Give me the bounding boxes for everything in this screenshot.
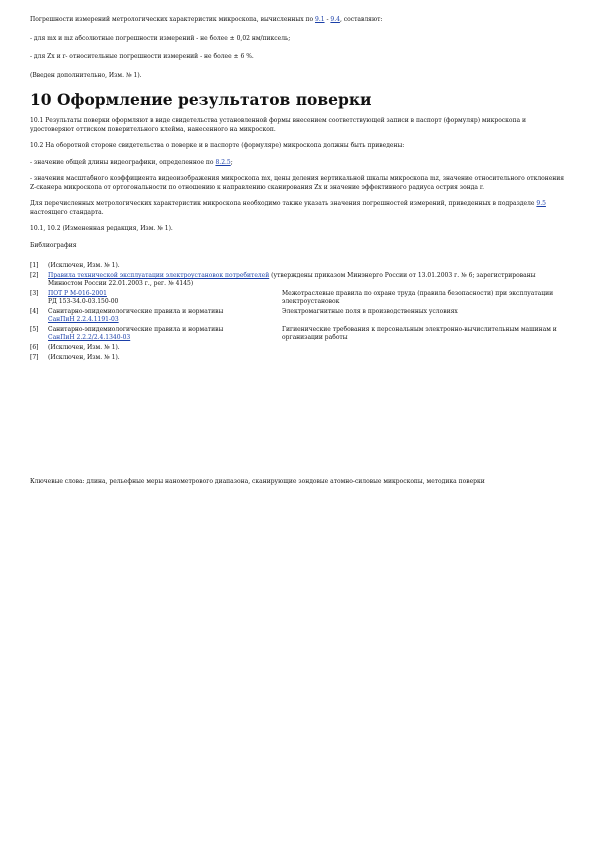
bib-number: [7] [30,354,39,361]
bib-link[interactable]: ПОТ Р М-016-2001 [48,290,107,297]
link-section-9-5[interactable]: 9.5 [536,200,546,207]
list-item-b: - значения масштабного коэффициента видеоизображения микроскопа mx, цены деления вертикальной шкалы микроскопа mz, значение относительного отклонения Z-сканера микроскопа от ортогональности по отношению к направлению сканирования Zx и значение эффективного радиуса острия зонда r. [30,175,565,191]
bib-code: ПОТ Р М-016-2001 РД 153-34.0-03.150-00 [48,290,119,305]
bib-link[interactable]: СанПиН 2.2.4.1191-03 [48,316,119,323]
link-section-9-1[interactable]: 9.1 [315,16,325,23]
bib-number: [1] [30,262,39,269]
bib-entry-7 [30,354,565,362]
bib-entry-4 [30,308,565,324]
bibliography-heading: Библиография [30,241,77,249]
paragraph-extra: Для перечисленных метрологических характеристик микроскопа необходимо также указать значения погрешностей измерений, приведенных в подразделе 9.5 настоящего стандарта. [30,200,546,216]
bib-title: Электромагнитные поля в производственных условиях [282,308,458,315]
bib-link[interactable]: Правила технической эксплуатации электроустановок потребителей [48,272,270,279]
bib-text: (Исключен, Изм. № 1). [48,344,120,351]
bib-entry-3 [30,290,565,306]
list-item-a: - значение общей длины видеографики, определенное по 8.2.5; [30,158,233,166]
accuracy-item-2: - для Zx и r- относительные погрешности измерений - не более ± 6 %. [30,53,254,60]
accuracy-item-1: - для mx и mz абсолютные погрешности измерений - не более ± 0,02 нм/пиксель; [30,34,291,42]
bib-title: Гигиенические требования к персональным электронно-вычислительным машинам и организации работы [282,326,557,341]
bib-title: Межотраслевые правила по охране труда (правила безопасности) при эксплуатации электроустановок [282,290,554,305]
bib-entry-6 [30,344,565,352]
bib-number: [4] [30,308,39,315]
amendment-note: (Введен дополнительно, Изм. № 1). [30,71,142,79]
accuracy-intro: Погрешности измерений метрологических характеристик микроскопа, вычисленных по 9.1 - 9.4, составляют: [30,16,383,23]
bib-number: [6] [30,344,39,351]
bib-number: [3] [30,290,39,297]
bib-text: Правила технической эксплуатации электроустановок потребителей (утверждены приказом Минэнерго России от 13.01.2003 г. № 6; зарегистрированы Минюстом России 22.01.2003 г., рег. № 4145) [48,272,536,287]
bib-entry-1 [30,262,565,270]
link-section-8-2-5[interactable]: 8.2.5 [215,158,231,166]
bib-text: (Исключен, Изм. № 1). [48,262,120,269]
section-title: 10 Оформление результатов поверки [30,90,372,109]
paragraph-10-2: 10.2 На оборотной стороне свидетельства о поверке и в паспорте (формуляре) микроскопа должны быть приведены: [30,142,405,149]
bib-code: Санитарно-эпидемиологические правила и нормативы СанПиН 2.2.4.1191-03 [48,308,224,323]
bib-entry-2 [30,272,565,288]
bib-link[interactable]: СанПиН 2.2.2/2.4.1340-03 [48,334,131,341]
keywords: Ключевые слова: длина, рельефные меры нанометрового диапазона, сканирующие зондовые атомно-силовые микроскопы, методика поверки [30,478,485,485]
link-section-9-4[interactable]: 9.4 [330,16,340,23]
bib-text: (Исключен, Изм. № 1). [48,354,120,361]
bib-code: Санитарно-эпидемиологические правила и нормативы СанПиН 2.2.2/2.4.1340-03 [48,326,224,341]
bib-number: [5] [30,326,39,333]
document-page [30,16,565,364]
bib-entry-5 [30,326,565,342]
amendment-note-10: 10.1, 10.2 (Измененная редакция, Изм. № 1). [30,225,173,232]
bibliography-list [30,262,565,362]
bib-number: [2] [30,272,39,279]
paragraph-10-1: 10.1 Результаты поверки оформляют в виде свидетельства установленной формы внесением соответствующей записи в паспорт (формуляр) микроскопа и удостоверяют оттиском поверительного клейма, нанесенного на микроскоп. [30,117,527,133]
